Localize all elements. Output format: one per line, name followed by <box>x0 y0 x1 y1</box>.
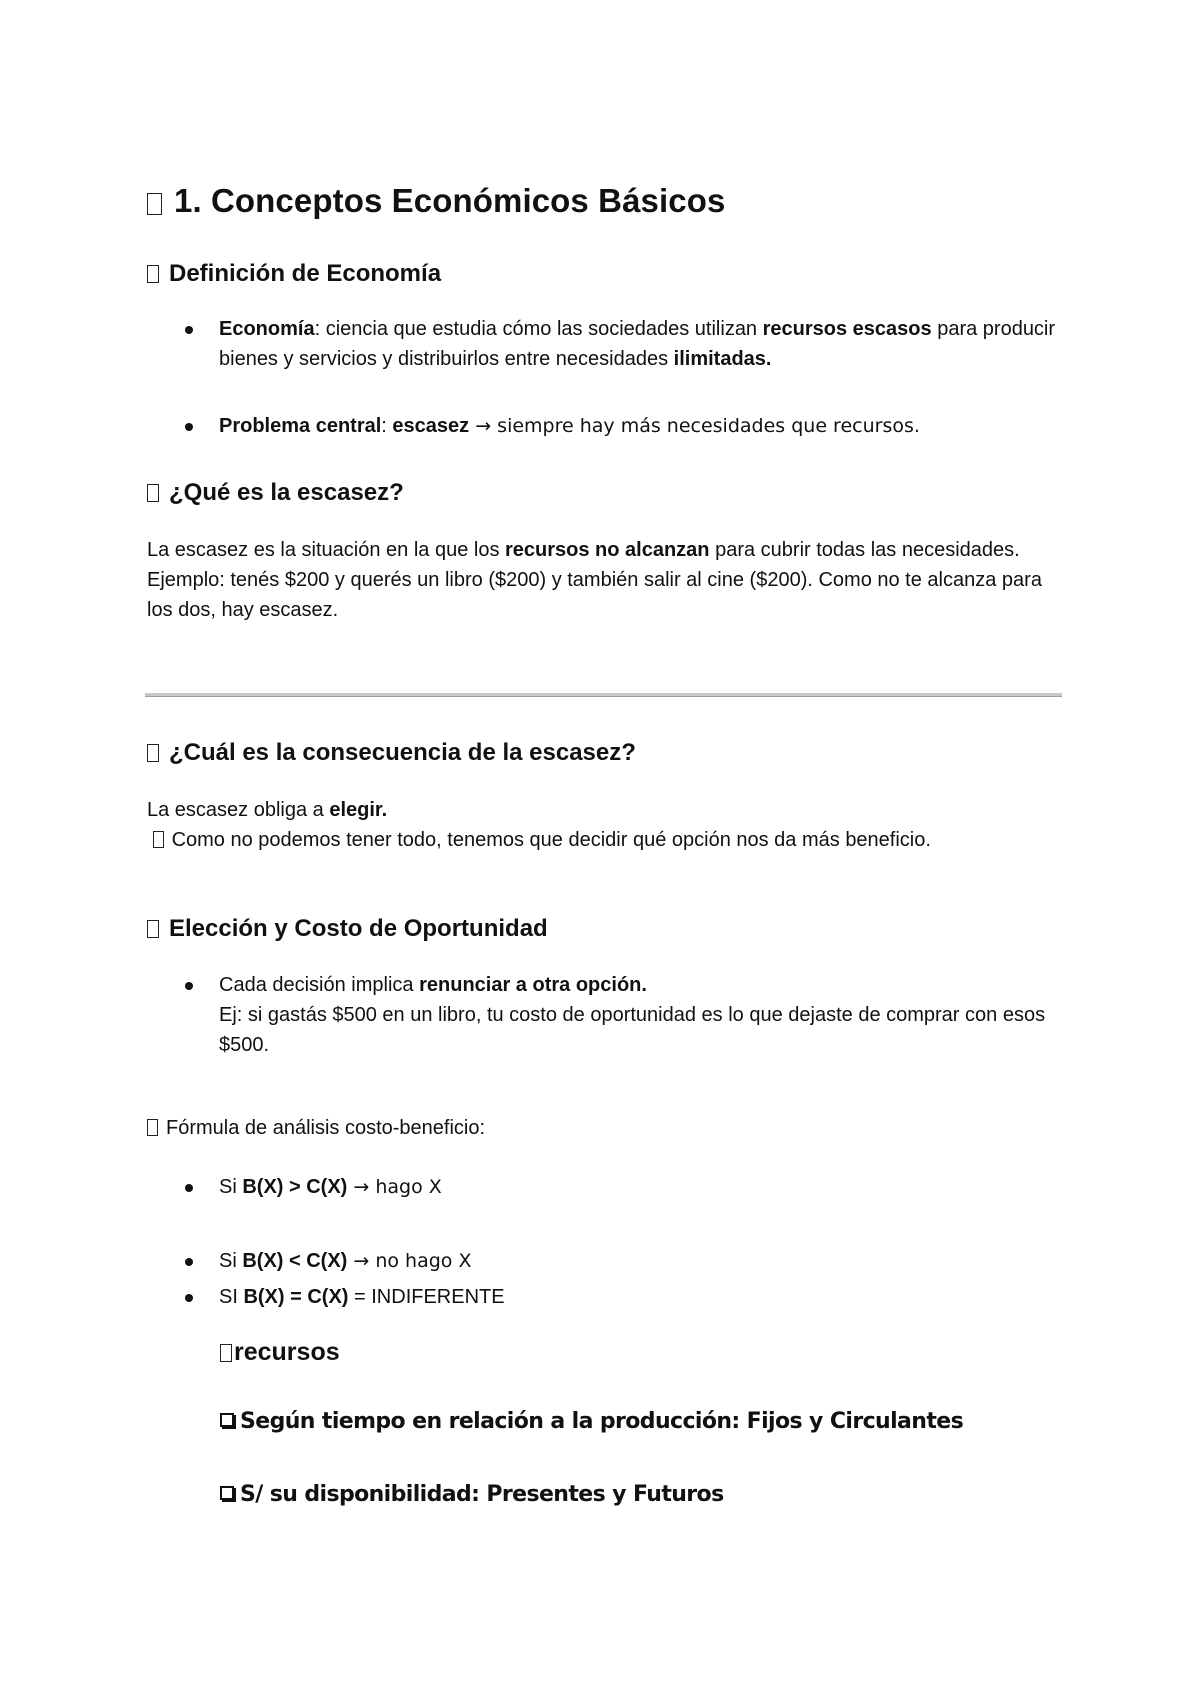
eleccion-list <box>147 970 1067 1060</box>
missing-glyph-icon <box>220 1344 232 1362</box>
list-item: Economía: ciencia que estudia cómo las sociedades utilizan recursos escasos para producir bienes y servicios y distribuirlos entre necesidades ilimitadas. <box>147 314 1067 374</box>
checkbox-bullet-icon <box>220 1413 234 1427</box>
missing-glyph-icon <box>147 1119 158 1136</box>
recursos-heading: recursos <box>220 1338 340 1367</box>
definicion-list-2 <box>147 411 1067 441</box>
checkbox-bullet-icon <box>220 1486 234 1500</box>
list-item: Problema central: escasez → siempre hay más necesidades que recursos. <box>147 411 1067 441</box>
missing-glyph-icon <box>147 920 159 938</box>
list-item: Cada decisión implica renunciar a otra opción. Ej: si gastás $500 en un libro, tu costo de oportunidad es lo que dejaste de comprar con esos $500. <box>147 970 1067 1060</box>
escasez-example: Ejemplo: tenés $200 y querés un libro ($200) y también salir al cine ($200). Como no te alcanza para los dos, hay escasez. <box>147 569 1042 621</box>
horizontal-divider <box>145 693 1062 697</box>
heading-escasez: ¿Qué es la escasez? <box>147 479 404 507</box>
missing-glyph-icon <box>147 484 159 502</box>
bullet-icon <box>185 1294 193 1302</box>
missing-glyph-icon <box>153 831 164 848</box>
recursos-line-2: S/ su disponibilidad: Presentes y Futuros <box>220 1482 724 1507</box>
bullet-icon <box>185 326 193 334</box>
bullet-icon <box>185 423 193 431</box>
consecuencia-paragraph: La escasez obliga a elegir. Como no podemos tener todo, tenemos que decidir qué opción nos da más beneficio. <box>147 799 931 851</box>
list-item: Si B(X) < C(X) → no hago X <box>147 1246 1067 1276</box>
heading-consecuencia: ¿Cuál es la consecuencia de la escasez? <box>147 739 636 767</box>
missing-glyph-icon <box>147 265 159 283</box>
formula-list-1 <box>147 1172 1067 1202</box>
bullet-icon <box>185 1258 193 1266</box>
heading-eleccion: Elección y Costo de Oportunidad <box>147 915 548 943</box>
formula-intro: Fórmula de análisis costo-beneficio: <box>147 1113 1067 1143</box>
list-item: Si B(X) > C(X) → hago X <box>147 1172 1067 1202</box>
missing-glyph-icon <box>147 744 159 762</box>
bullet-icon <box>185 1184 193 1192</box>
escasez-paragraph: La escasez es la situación en la que los recursos no alcanzan para cubrir todas las necesidades. Ejemplo: tenés $200 y querés un libro ($200) y también salir al cine ($200). Como no te alcanza para los dos, hay escasez. <box>147 539 1042 621</box>
formula-list-2 <box>147 1246 1067 1312</box>
page-title: 1. Conceptos Económicos Básicos <box>147 182 725 220</box>
definicion-list <box>147 314 1067 374</box>
list-item: SI B(X) = C(X) = INDIFERENTE <box>147 1282 1067 1312</box>
recursos-line-1: Según tiempo en relación a la producción: Fijos y Circulantes <box>220 1409 963 1434</box>
bullet-icon <box>185 982 193 990</box>
heading-definicion: Definición de Economía <box>147 260 441 288</box>
missing-glyph-icon <box>147 193 162 215</box>
